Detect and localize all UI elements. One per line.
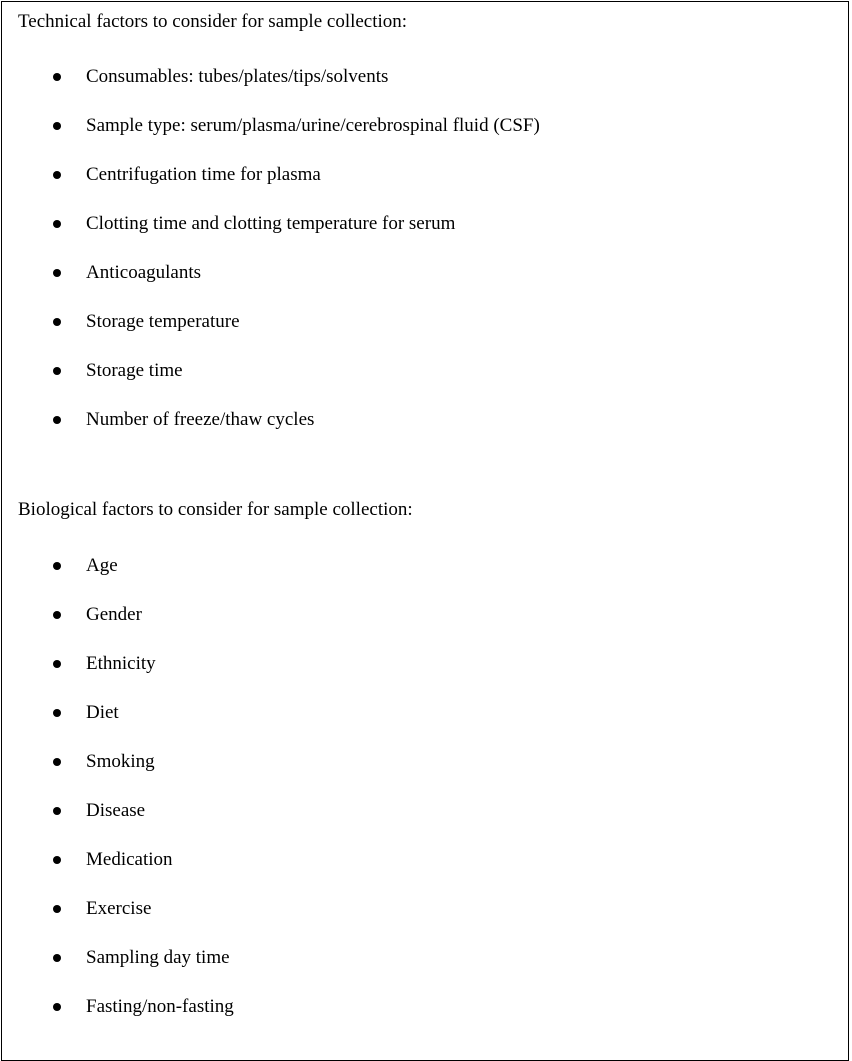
bullet-icon	[53, 122, 61, 130]
list-item-label: Diet	[86, 702, 119, 723]
bullet-icon	[53, 416, 61, 424]
list-item-label: Centrifugation time for plasma	[86, 164, 321, 185]
list-item-label: Anticoagulants	[86, 262, 202, 283]
bullet-icon	[53, 856, 61, 864]
document-box	[1, 1, 849, 1061]
bullet-icon	[53, 611, 61, 619]
bullet-icon	[53, 1003, 61, 1011]
list-item-label: Ethnicity	[86, 653, 156, 674]
list-item-label: Medication	[86, 849, 173, 870]
bullet-icon	[53, 807, 61, 815]
bullet-icon	[53, 660, 61, 668]
list-item-label: Sample type: serum/plasma/urine/cerebrospinal fluid (CSF)	[86, 115, 540, 136]
list-item-label: Exercise	[86, 898, 152, 919]
list-item-label: Sampling day time	[86, 947, 230, 968]
list-item-label: Number of freeze/thaw cycles	[86, 409, 315, 430]
list-item-label: Consumables: tubes/plates/tips/solvents	[86, 66, 389, 87]
bullet-icon	[53, 905, 61, 913]
bullet-icon	[53, 758, 61, 766]
bullet-icon	[53, 562, 61, 570]
list-item-label: Gender	[86, 604, 142, 625]
list-item-label: Storage temperature	[86, 311, 240, 332]
bullet-icon	[53, 220, 61, 228]
bullet-icon	[53, 709, 61, 717]
bullet-icon	[53, 269, 61, 277]
list-item-label: Age	[86, 555, 118, 576]
technical-factors-heading: Technical factors to consider for sample collection:	[18, 11, 408, 32]
bullet-icon	[53, 73, 61, 81]
bullet-icon	[53, 954, 61, 962]
list-item-label: Fasting/non-fasting	[86, 996, 234, 1017]
biological-factors-heading: Biological factors to consider for sample collection:	[18, 499, 413, 520]
bullet-icon	[53, 367, 61, 375]
list-item-label: Disease	[86, 800, 146, 821]
bullet-icon	[53, 171, 61, 179]
bullet-icon	[53, 318, 61, 326]
list-item-label: Storage time	[86, 360, 183, 381]
list-item-label: Smoking	[86, 751, 155, 772]
list-item-label: Clotting time and clotting temperature for serum	[86, 213, 456, 234]
